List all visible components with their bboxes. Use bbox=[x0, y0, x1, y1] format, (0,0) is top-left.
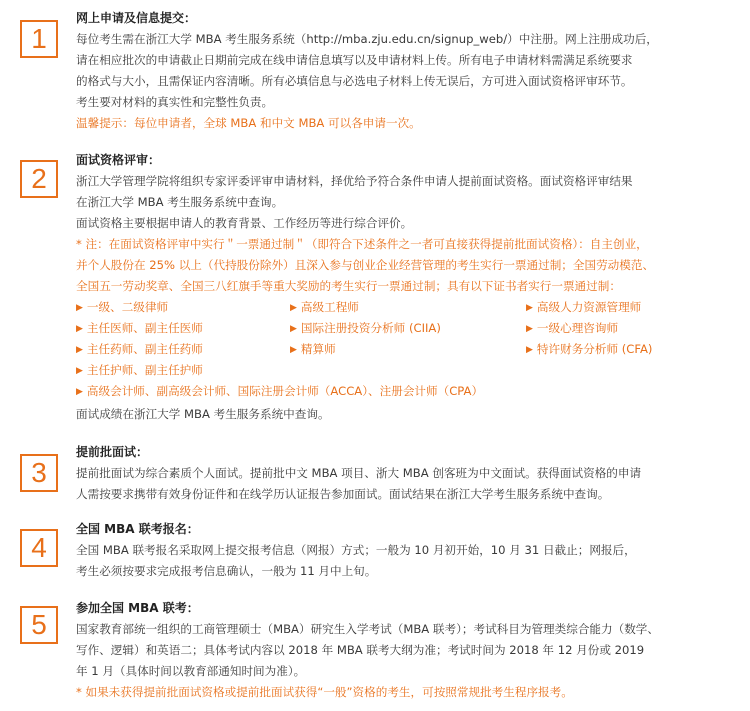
triangle-right-icon: ▶ bbox=[290, 324, 297, 334]
body-line: 写作、逻辑）和英语二；具体考试内容以 2018 年 MBA 联考大纲为准；考试时间为 2018 年 12 月份或 2019 bbox=[76, 643, 645, 657]
note-line: 全国五一劳动奖章、全国三八红旗手等重大奖励的考生实行一票通过制；具有以下证书者实行一票通过制： bbox=[76, 279, 621, 293]
step-number-badge: 3 bbox=[20, 454, 58, 492]
body-line: 面试资格主要根据申请人的教育背景、工作经历等进行综合评价。 bbox=[76, 216, 413, 230]
body-line: 请在相应批次的申请截止日期前完成在线申请信息填写以及申请材料上传。所有电子申请材料需满足系统要求 bbox=[76, 53, 633, 67]
triangle-right-icon: ▶ bbox=[290, 345, 297, 355]
step-title: 面试资格评审： bbox=[76, 153, 161, 167]
certificate-list bbox=[76, 297, 716, 404]
certificate-item: ▶ 国际注册投资分析师 (CIIA) bbox=[290, 321, 441, 335]
step-number-badge: 5 bbox=[20, 606, 58, 644]
triangle-right-icon: ▶ bbox=[76, 303, 83, 313]
triangle-right-icon: ▶ bbox=[76, 387, 83, 397]
step-title: 参加全国 MBA 联考： bbox=[76, 601, 199, 615]
body-line: 人需按要求携带有效身份证件和在线学历认证报告参加面试。面试结果在浙江大学考生服务系统中查询。 bbox=[76, 487, 610, 501]
step-content bbox=[76, 152, 716, 425]
body-line: 考生要对材料的真实性和完整性负责。 bbox=[76, 95, 274, 109]
triangle-right-icon: ▶ bbox=[76, 324, 83, 334]
triangle-right-icon: ▶ bbox=[526, 345, 533, 355]
triangle-right-icon: ▶ bbox=[76, 366, 83, 376]
body-line: 每位考生需在浙江大学 MBA 考生服务系统（http://mba.zju.edu.cn/signup_web/）中注册。网上注册成功后， bbox=[76, 32, 658, 46]
body-line: 全国 MBA 联考报名采取网上提交报考信息（网报）方式；一般为 10 月初开始，10 月 31 日截止；网报后， bbox=[76, 543, 636, 557]
step-title: 全国 MBA 联考报名： bbox=[76, 522, 199, 536]
certificate-item: ▶ 高级人力资源管理师 bbox=[526, 300, 642, 314]
certificate-item: ▶ 主任医师、副主任医师 bbox=[76, 321, 203, 335]
certificate-item: ▶ 特许财务分析师 (CFA) bbox=[526, 342, 653, 356]
triangle-right-icon: ▶ bbox=[290, 303, 297, 313]
step-content bbox=[76, 600, 716, 703]
body-line: 在浙江大学 MBA 考生服务系统中查询。 bbox=[76, 195, 284, 209]
step-number-badge: 1 bbox=[20, 20, 58, 58]
note-line: 并个人股份在 25% 以上（代持股份除外）且深入参与创业企业经营管理的考生实行一票通过制；全国劳动模范、 bbox=[76, 258, 655, 272]
step-title: 提前批面试： bbox=[76, 445, 149, 459]
triangle-right-icon: ▶ bbox=[526, 303, 533, 313]
body-line: 的格式与大小，且需保证内容清晰。所有必填信息与必选电子材料上传无误后，方可进入面试资格评审环节。 bbox=[76, 74, 633, 88]
certificate-item: ▶ 精算师 bbox=[290, 342, 336, 356]
triangle-right-icon: ▶ bbox=[76, 345, 83, 355]
step-number-badge: 4 bbox=[20, 529, 58, 567]
certificate-item: ▶ 一级心理咨询师 bbox=[526, 321, 619, 335]
body-line: 考生必须按要求完成报考信息确认，一般为 11 月中上旬。 bbox=[76, 564, 377, 578]
tip-note: 温馨提示：每位申请者，全球 MBA 和中文 MBA 可以各申请一次。 bbox=[76, 116, 421, 130]
certificate-item: ▶ 高级工程师 bbox=[290, 300, 359, 314]
triangle-right-icon: ▶ bbox=[526, 324, 533, 334]
step-content bbox=[76, 10, 716, 134]
note-line: * 注：在面试资格评审中实行＂一票通过制＂（即符合下述条件之一者可直接获得提前批面试资格）：自主创业， bbox=[76, 237, 648, 251]
certificate-item: ▶ 主任药师、副主任药师 bbox=[76, 342, 203, 356]
step-number-badge: 2 bbox=[20, 160, 58, 198]
tip-note: * 如果未获得提前批面试资格或提前批面试获得“一般”资格的考生，可按照常规批考生程序报考。 bbox=[76, 685, 573, 699]
body-line: 国家教育部统一组织的工商管理硕士（MBA）研究生入学考试（MBA 联考）；考试科目为管理类综合能力（数学、 bbox=[76, 622, 659, 636]
certificate-item: ▶ 一级、二级律师 bbox=[76, 300, 169, 314]
step-content bbox=[76, 521, 716, 582]
body-line: 面试成绩在浙江大学 MBA 考生服务系统中查询。 bbox=[76, 407, 330, 421]
body-line: 年 1 月（具体时间以教育部通知时间为准）。 bbox=[76, 664, 306, 678]
certificate-item: ▶ 主任护师、副主任护师 bbox=[76, 363, 203, 377]
body-line: 提前批面试为综合素质个人面试。提前批中文 MBA 项目、浙大 MBA 创客班为中文面试。获得面试资格的申请 bbox=[76, 466, 642, 480]
certificate-item: ▶ 高级会计师、副高级会计师、国际注册会计师（ACCA）、注册会计师（CPA） bbox=[76, 384, 484, 398]
body-line: 浙江大学管理学院将组织专家评委评审申请材料，择优给予符合条件申请人提前面试资格。面试资格评审结果 bbox=[76, 174, 633, 188]
step-content bbox=[76, 444, 716, 505]
step-title: 网上申请及信息提交： bbox=[76, 11, 197, 25]
